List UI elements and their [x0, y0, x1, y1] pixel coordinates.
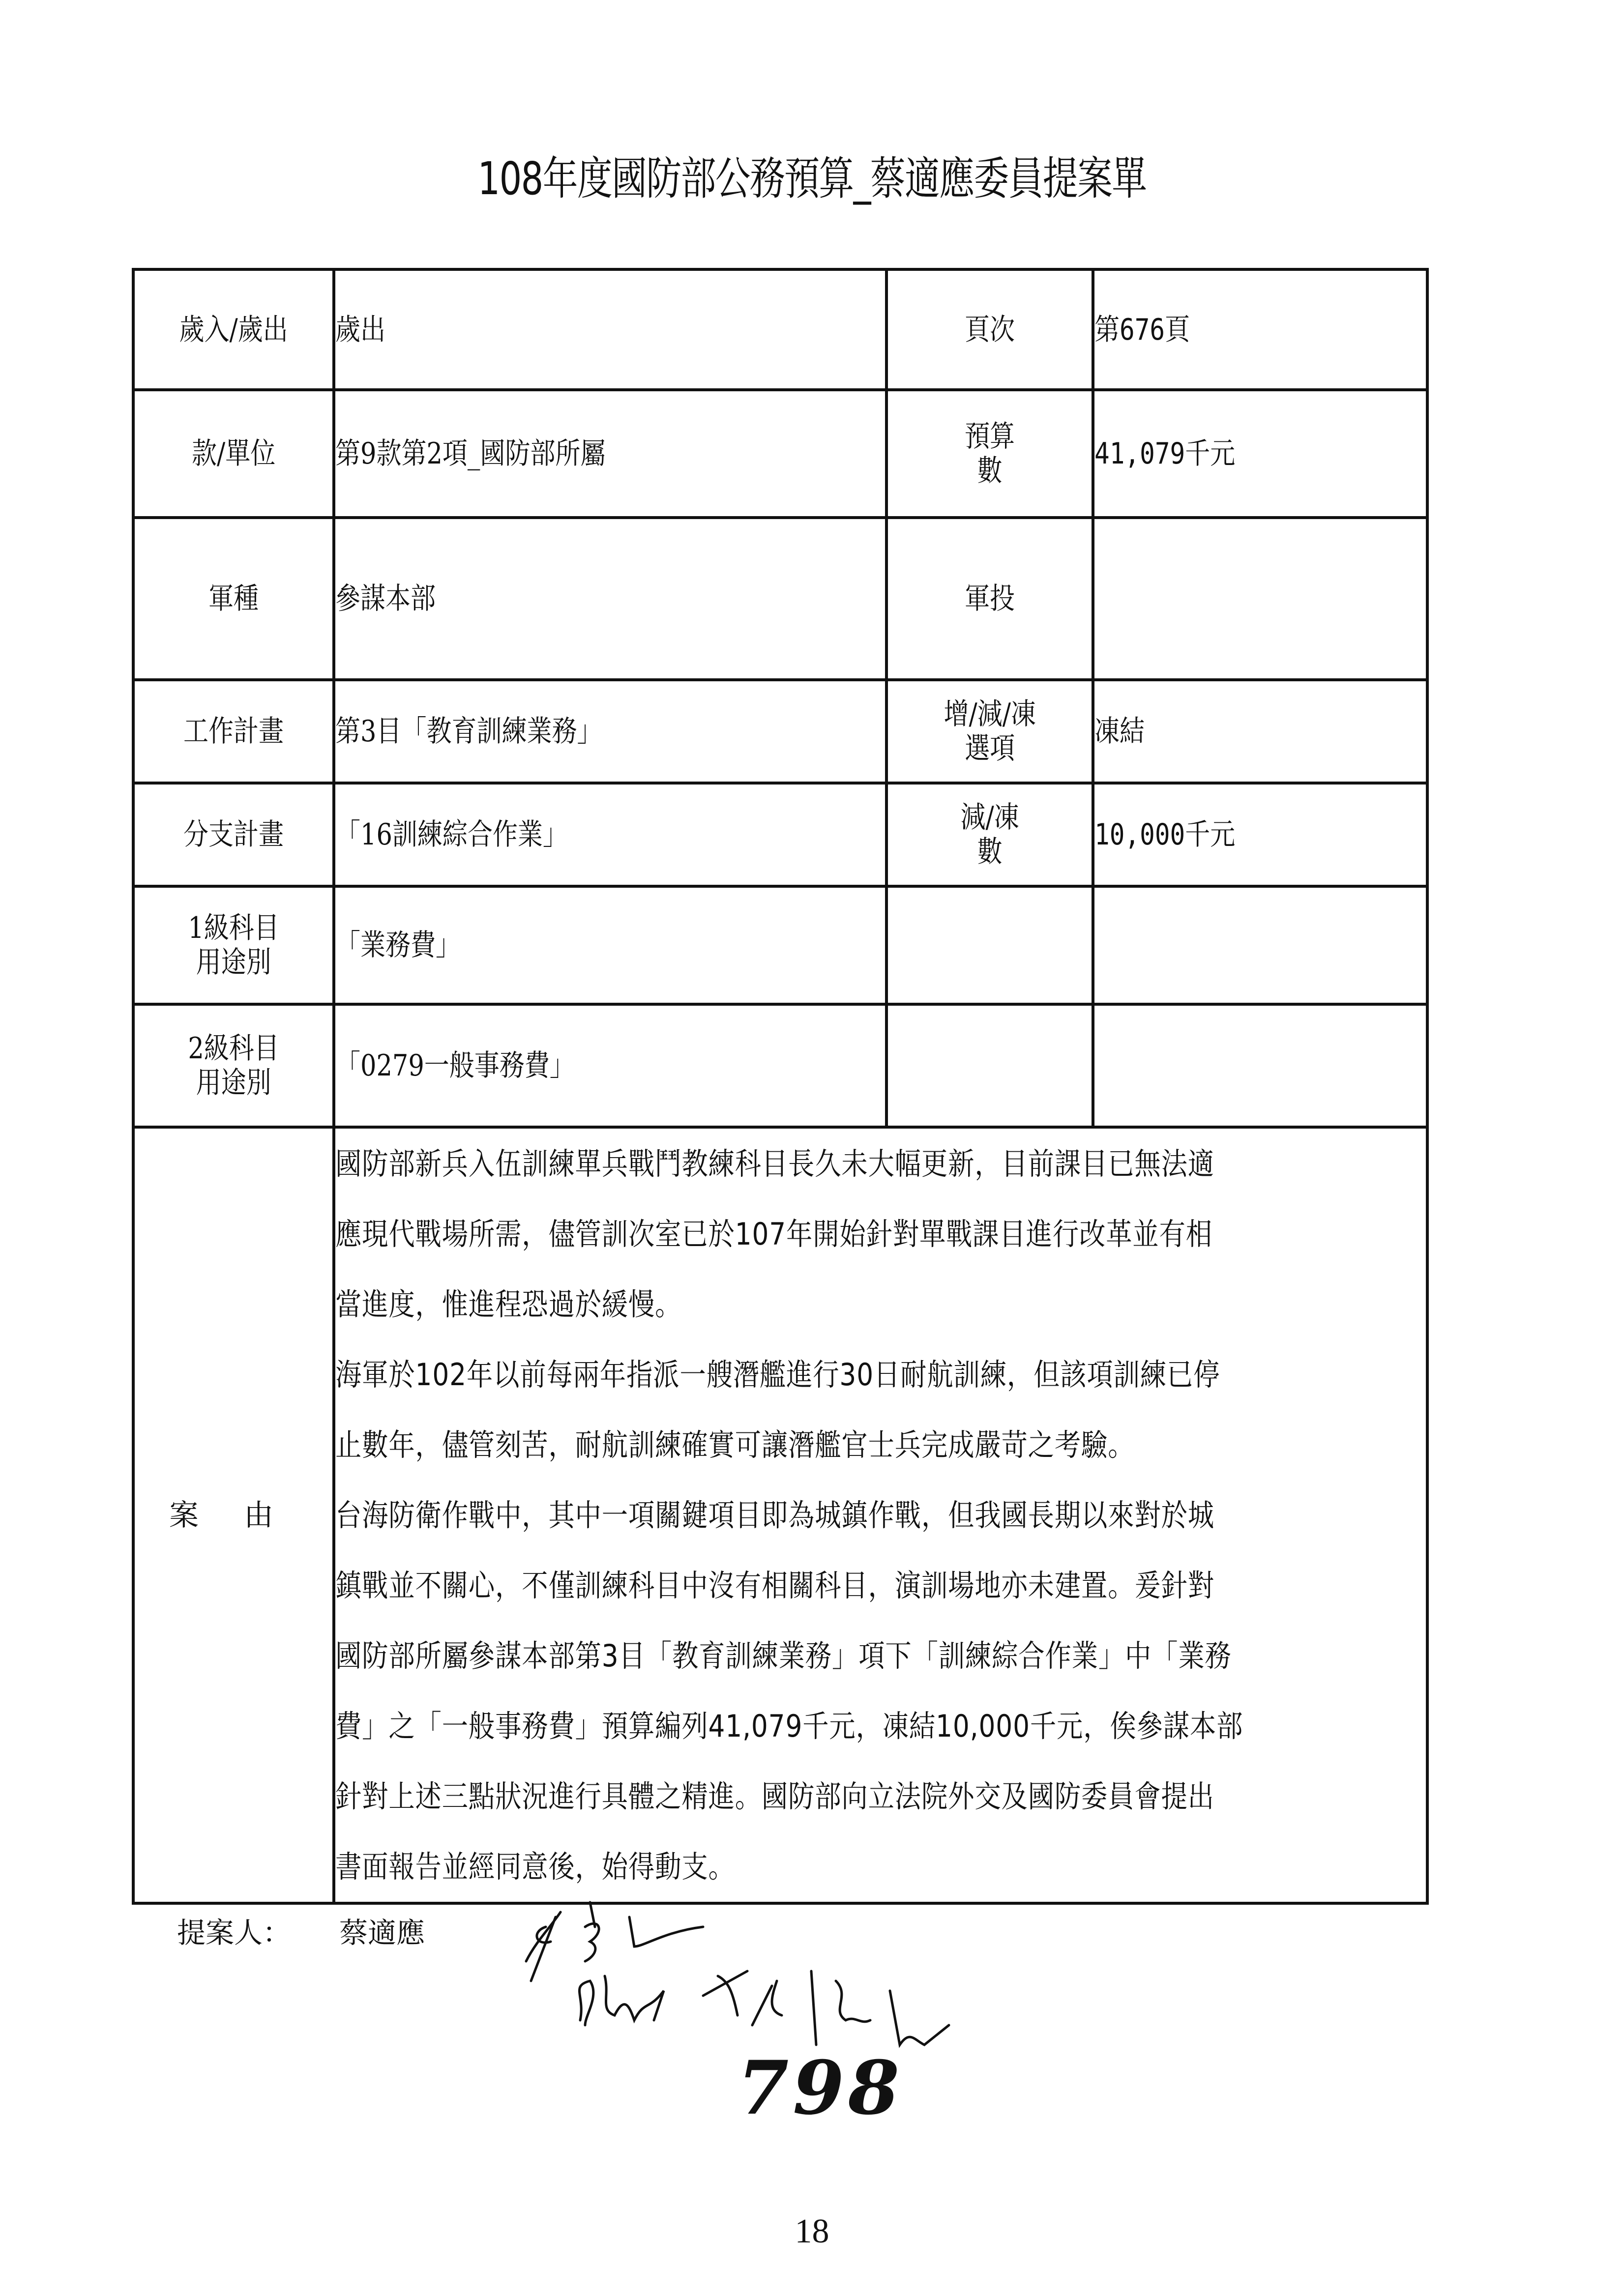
form-row [133, 886, 1427, 1004]
form-row [133, 783, 1427, 886]
reason-text-line: 台海防衛作戰中，其中一項關鍵項目即為城鎮作戰，但我國長期以來對於城 [335, 1497, 1214, 1533]
reason-label-right: 由 [244, 1498, 273, 1533]
field-value-text: 參謀本部 [335, 581, 436, 616]
page-number: 18 [795, 2212, 829, 2250]
signature-stroke [526, 1912, 561, 1981]
signature-stroke [811, 1971, 870, 2045]
reason-text-line: 國防部新兵入伍訓練單兵戰鬥教練科目長久未大幅更新，目前課目已無法適 [335, 1146, 1214, 1182]
field-label-text: 1級科目 用途別 [188, 911, 279, 980]
field-value [1093, 783, 1427, 886]
field-value [1093, 390, 1427, 518]
reason-label [135, 1498, 332, 1533]
field-value-text: 第676頁 [1094, 312, 1190, 347]
field-label-text: 預算 數 [965, 419, 1015, 488]
field-label-text: 工作計畫 [183, 714, 284, 749]
field-value [334, 886, 886, 1004]
field-label [133, 269, 334, 390]
field-value [334, 783, 886, 886]
field-value [1093, 886, 1427, 1004]
field-label [886, 680, 1093, 783]
field-value-text: 「0279一般事務費」 [335, 1048, 575, 1083]
proposer-line [177, 1910, 425, 1951]
field-label [133, 783, 334, 886]
field-value-text: 「業務費」 [335, 928, 461, 962]
field-value-text: 41,079千元 [1094, 436, 1236, 471]
field-label-text: 2級科目 用途別 [188, 1031, 279, 1100]
signature-stroke [703, 1971, 782, 2025]
form-row [133, 1004, 1427, 1127]
field-label-text: 減/凍 數 [960, 800, 1019, 869]
proposal-form-table [132, 268, 1429, 1905]
field-value-text: 第9款第2項_國防部所屬 [335, 436, 606, 471]
reason-text-line: 鎮戰並不關心，不僅訓練科目中沒有相關科目，演訓場地亦未建置。爰針對 [335, 1568, 1214, 1603]
field-value [334, 518, 886, 680]
field-label-text: 軍投 [965, 581, 1015, 616]
reason-text-line: 費」之「一般事務費」預算編列41,079千元，凍結10,000千元，俟參謀本部 [335, 1708, 1243, 1744]
field-label [133, 886, 334, 1004]
field-value-text: 10,000千元 [1094, 817, 1236, 852]
field-label [133, 680, 334, 783]
field-label [133, 390, 334, 518]
form-row [133, 269, 1427, 390]
signature-stroke [629, 1917, 703, 1947]
field-value-text: 歲出 [335, 312, 385, 347]
reason-row [133, 1127, 1427, 1903]
reason-text-line: 書面報告並經同意後，始得動支。 [335, 1849, 735, 1885]
reason-text-line: 針對上述三點狀況進行具體之精進。國防部向立法院外交及國防委員會提出 [335, 1778, 1214, 1814]
field-label-text: 分支計畫 [183, 817, 284, 852]
field-value-text: 第3目「教育訓練業務」 [335, 714, 602, 749]
field-value [334, 390, 886, 518]
signature-stroke [579, 1976, 664, 2025]
proposer-name: 蔡適應 [339, 1916, 425, 1949]
field-label [886, 269, 1093, 390]
field-label-text: 頁次 [965, 312, 1015, 347]
proposer-label: 提案人： [177, 1916, 292, 1949]
reason-text-line: 當進度，惟進程恐過於緩慢。 [335, 1286, 682, 1322]
reason-label-left: 案 [169, 1498, 199, 1533]
form-row [133, 518, 1427, 680]
field-value [334, 1004, 886, 1127]
form-row [133, 390, 1427, 518]
reason-text-line: 國防部所屬參謀本部第3目「教育訓練業務」項下「訓練綜合作業」中「業務 [335, 1638, 1232, 1674]
reason-text-cell [334, 1127, 1427, 1903]
handwritten-number: 798 [738, 2045, 904, 2131]
field-value [334, 269, 886, 390]
field-value [1093, 269, 1427, 390]
field-label-text: 增/減/凍 選項 [944, 697, 1036, 766]
handwritten-signatures [516, 1897, 1155, 2055]
reason-label-cell [133, 1127, 334, 1903]
field-label [886, 783, 1093, 886]
field-label [133, 518, 334, 680]
form-row [133, 680, 1427, 783]
signature-stroke [585, 1902, 599, 1961]
field-label-text: 歲入/歲出 [179, 312, 288, 347]
field-label [886, 886, 1093, 1004]
field-label [886, 518, 1093, 680]
reason-text-line: 止數年，儘管刻苦，耐航訓練確實可讓潛艦官士兵完成嚴苛之考驗。 [335, 1427, 1135, 1463]
field-label-text: 軍種 [208, 581, 259, 616]
document-title: 108年度國防部公務預算_蔡適應委員提案單 [477, 152, 1147, 205]
signature-stroke [890, 1991, 949, 2045]
reason-text-line: 海軍於102年以前每兩年指派一艘潛艦進行30日耐航訓練，但該項訓練已停 [335, 1357, 1220, 1393]
field-value [1093, 1004, 1427, 1127]
field-value-text: 「16訓練綜合作業」 [335, 817, 568, 852]
field-value [1093, 518, 1427, 680]
field-value [1093, 680, 1427, 783]
field-label [133, 1004, 334, 1127]
reason-text-line: 應現代戰場所需，儘管訓次室已於107年開始針對單戰課目進行改革並有相 [335, 1216, 1212, 1252]
field-value [334, 680, 886, 783]
field-value-text: 凍結 [1094, 714, 1145, 749]
field-label-text: 款/單位 [191, 436, 276, 471]
field-label [886, 1004, 1093, 1127]
field-label [886, 390, 1093, 518]
